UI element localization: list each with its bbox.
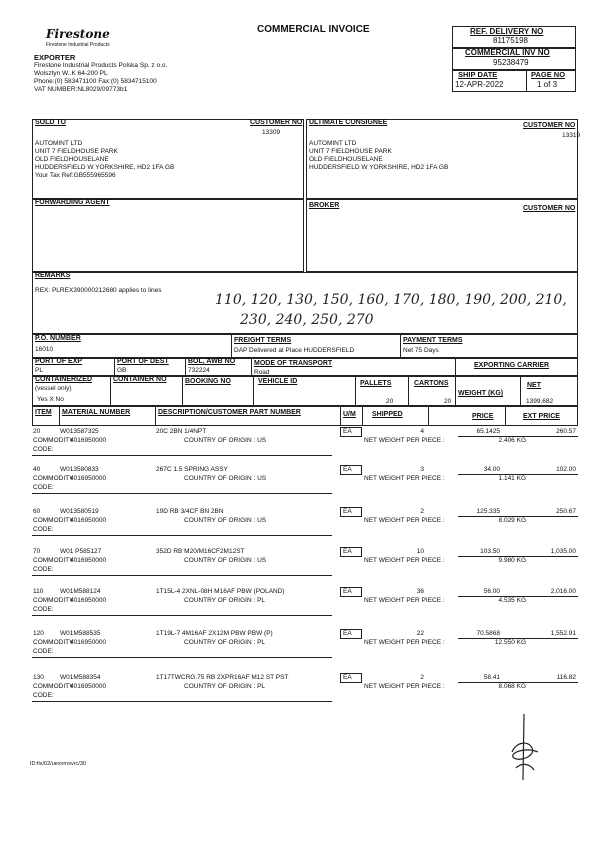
row-net-weight: 4.535 KG xyxy=(498,597,526,604)
pallets-value: 20 xyxy=(386,398,394,405)
col-shipped: SHIPPED xyxy=(372,411,403,418)
row-country: COUNTRY OF ORIGIN : PL xyxy=(184,639,266,646)
row-commodity: 4016950000 xyxy=(70,517,107,524)
row-commodity-label: COMMODITY xyxy=(33,437,74,444)
row-net-weight: 1.141 KG xyxy=(498,475,526,482)
row-shipped: 22 xyxy=(416,630,424,637)
row-net-per-piece-label: NET WEIGHT PER PIECE : xyxy=(364,475,445,482)
net-weight-label: WEIGHT (KG) xyxy=(458,390,504,397)
payment-terms-label: PAYMENT TERMS xyxy=(403,337,463,344)
row-divider xyxy=(32,493,332,494)
row-description: 20C 2BN 1/4NPT xyxy=(156,428,207,435)
row-commodity: 4016950000 xyxy=(70,475,107,482)
row-item: 60 xyxy=(33,508,41,515)
row-description: 1T17TWCRG.75 RB 2XPR16AF M12 ST PST xyxy=(156,674,289,681)
row-material: W013580833 xyxy=(60,466,99,473)
mode-transport-value: Road xyxy=(254,369,270,376)
row-um: EA xyxy=(343,548,352,555)
row-ext-price: 102.00 xyxy=(556,466,576,473)
row-shipped: 10 xyxy=(416,548,424,555)
ultimate-line: HUDDERSFIELD W YORKSHIRE, HD2 1FA GB xyxy=(309,164,449,171)
forwarding-agent-label: FORWARDING AGENT xyxy=(35,199,110,206)
broker-label: BROKER xyxy=(309,202,340,209)
row-item: 110 xyxy=(33,588,44,595)
cartons-label: CARTONS xyxy=(414,380,449,387)
sold-to-line: Your Tax Ref:GB555965596 xyxy=(35,172,116,179)
row-country: COUNTRY OF ORIGIN : US xyxy=(184,475,267,482)
port-dest-value: GB xyxy=(117,367,127,374)
row-net-per-piece-label: NET WEIGHT PER PIECE : xyxy=(364,597,445,604)
col-material: MATERIAL NUMBER xyxy=(62,409,131,416)
po-label: P.O. NUMBER xyxy=(35,335,81,342)
col-item: ITEM xyxy=(35,409,52,416)
page-value: 1 of 3 xyxy=(537,80,558,89)
port-dest-label: PORT OF DEST xyxy=(117,358,169,365)
net-weight-label: NET xyxy=(527,382,541,389)
row-code-label: CODE: xyxy=(33,692,54,699)
row-divider xyxy=(32,575,332,576)
row-divider xyxy=(32,455,332,456)
row-shipped: 36 xyxy=(416,588,424,595)
row-description: 352D RB M20/M16CF2M12ST xyxy=(156,548,245,555)
logo: Firestone xyxy=(46,27,110,41)
row-divider xyxy=(32,701,332,702)
sold-to-line: OLD FIELDHOUSELANE xyxy=(35,156,109,163)
row-commodity: 4016950000 xyxy=(70,597,107,604)
row-ext-price: 1,552.91 xyxy=(550,630,576,637)
row-ext-price: 116.82 xyxy=(556,674,576,681)
row-commodity-label: COMMODITY xyxy=(33,683,74,690)
sold-to-customer-label: CUSTOMER NO xyxy=(250,119,303,126)
signature xyxy=(494,712,554,782)
row-code-label: CODE: xyxy=(33,648,54,655)
row-item: 20 xyxy=(33,428,41,435)
row-net-per-piece-label: NET WEIGHT PER PIECE : xyxy=(364,517,445,524)
ref-delivery-value: 81175198 xyxy=(493,36,528,45)
row-material: W01 P585127 xyxy=(60,548,102,555)
sold-to-line: UNIT 7 FIELDHOUSE PARK xyxy=(35,148,118,155)
row-material: W01M588124 xyxy=(60,588,101,595)
row-um: EA xyxy=(343,428,352,435)
row-ext-price: 260.57 xyxy=(556,428,576,435)
col-um: U/M xyxy=(343,411,356,418)
container-no-label: CONTAINER NO xyxy=(113,376,167,383)
row-um: EA xyxy=(343,674,352,681)
row-net-weight: 8.068 KG xyxy=(498,683,526,690)
sold-to-line: AUTOMINT LTD xyxy=(35,140,83,147)
row-price: 65.1425 xyxy=(476,428,500,435)
row-um: EA xyxy=(343,588,352,595)
row-net-per-piece-label: NET WEIGHT PER PIECE : xyxy=(364,639,445,646)
cartons-value: 20 xyxy=(444,398,452,405)
remarks-text: REX: PLREX390000212680 applies to lines xyxy=(35,287,162,294)
remarks-label: REMARKS xyxy=(35,272,71,279)
row-description: 1T19L-7 4M16AF 2X12M PBW PBW (P) xyxy=(156,630,273,637)
row-net-weight: 9.980 KG xyxy=(498,557,526,564)
row-um: EA xyxy=(343,630,352,637)
row-country: COUNTRY OF ORIGIN : US xyxy=(184,437,267,444)
row-commodity-label: COMMODITY xyxy=(33,557,74,564)
row-commodity: 4016950000 xyxy=(70,683,107,690)
row-divider xyxy=(32,535,332,536)
footer-id: ID:fis/02/uexvrnsvrc/30 xyxy=(30,761,86,767)
row-commodity: 4016950000 xyxy=(70,557,107,564)
row-net-weight: 12.550 KG xyxy=(494,639,526,646)
booking-no-label: BOOKING NO xyxy=(185,378,231,385)
ultimate-line: UNIT 7 FIELDHOUSE PARK xyxy=(309,148,392,155)
ref-delivery-label: REF. DELIVERY NO xyxy=(470,27,544,36)
sold-to-customer-no: 13309 xyxy=(262,129,281,136)
net-weight-value: 1399.682 xyxy=(526,398,554,405)
row-shipped: 3 xyxy=(420,466,424,473)
row-code-label: CODE: xyxy=(33,566,54,573)
price-underline xyxy=(458,638,578,639)
row-country: COUNTRY OF ORIGIN : PL xyxy=(184,597,266,604)
row-code-label: CODE: xyxy=(33,484,54,491)
row-code-label: CODE: xyxy=(33,446,54,453)
row-commodity-label: COMMODITY xyxy=(33,597,74,604)
exporter-line: Wolsztyn W..K 64-200 PL xyxy=(34,70,108,77)
row-price: 56.00 xyxy=(483,588,500,595)
ultimate-consignee-label: ULTIMATE CONSIGNEE xyxy=(309,119,388,126)
payment-terms-value: Net 75 Days xyxy=(403,347,439,354)
document-title: COMMERCIAL INVOICE xyxy=(257,24,370,35)
port-exp-value: PL xyxy=(35,367,43,374)
row-divider xyxy=(32,615,332,616)
row-item: 130 xyxy=(33,674,44,681)
row-material: W013580519 xyxy=(60,508,99,515)
exporter-line: Phone:(0) 583471100 Fax:(0) 5834715100 xyxy=(34,78,157,85)
row-commodity-label: COMMODITY xyxy=(33,639,74,646)
row-commodity: 4016950000 xyxy=(70,639,107,646)
ship-date-value: 12-APR-2022 xyxy=(455,80,504,89)
row-country: COUNTRY OF ORIGIN : PL xyxy=(184,683,266,690)
price-underline xyxy=(458,474,578,475)
exporter-label: EXPORTER xyxy=(34,53,76,62)
logo-subtitle: Firestone Industrial Products xyxy=(46,42,110,48)
col-description: DESCRIPTION/CUSTOMER PART NUMBER xyxy=(158,409,301,416)
row-net-per-piece-label: NET WEIGHT PER PIECE : xyxy=(364,437,445,444)
po-value: 16010 xyxy=(35,346,54,353)
row-country: COUNTRY OF ORIGIN : US xyxy=(184,557,267,564)
ship-date-label: SHIP DATE xyxy=(458,70,498,79)
port-exp-label: PORT OF EXP xyxy=(35,358,83,365)
row-material: W01M588354 xyxy=(60,674,101,681)
price-underline xyxy=(458,556,578,557)
price-underline xyxy=(458,682,578,683)
yes-no-checkbox: Yes X No xyxy=(37,396,64,403)
row-price: 58.41 xyxy=(483,674,500,681)
price-underline xyxy=(458,516,578,517)
row-item: 120 xyxy=(33,630,44,637)
row-um: EA xyxy=(343,466,352,473)
freight-terms-value: DAP Delivered at Place HUDDERSFIELD xyxy=(234,347,355,354)
row-description: 267C 1.5 SPRING ASSY xyxy=(156,466,228,473)
remarks-handwritten-line1: 110, 120, 130, 150, 160, 170, 180, 190, 200, 210, xyxy=(215,292,567,308)
bol-label: BOL, AWB NO xyxy=(188,358,236,365)
sold-to-label: SOLD TO xyxy=(35,119,66,126)
row-ext-price: 1,035.00 xyxy=(550,548,576,555)
row-code-label: CODE: xyxy=(33,526,54,533)
row-code-label: CODE: xyxy=(33,606,54,613)
row-commodity-label: COMMODITY xyxy=(33,517,74,524)
price-underline xyxy=(458,596,578,597)
remarks-handwritten-line2: 230, 240, 250, 270 xyxy=(240,312,374,328)
row-divider xyxy=(32,657,332,658)
row-material: W013587325 xyxy=(60,428,99,435)
bol-value: 732224 xyxy=(188,367,210,374)
row-shipped: 4 xyxy=(420,428,424,435)
row-net-per-piece-label: NET WEIGHT PER PIECE : xyxy=(364,557,445,564)
price-underline xyxy=(458,436,578,437)
row-net-weight: 2.406 KG xyxy=(498,437,526,444)
row-material: W01M588535 xyxy=(60,630,101,637)
commercial-inv-value: 95238479 xyxy=(493,58,529,67)
row-price: 103.50 xyxy=(480,548,500,555)
sold-to-line: HUDDERSFIELD W YORKSHIRE, HD2 1FA GB xyxy=(35,164,175,171)
ultimate-line: AUTOMINT LTD xyxy=(309,140,357,147)
containerized-label: CONTAINERIZED xyxy=(35,376,93,383)
row-country: COUNTRY OF ORIGIN : US xyxy=(184,517,267,524)
row-description: 19D RB 3/4CF BN 2BN xyxy=(156,508,224,515)
containerized-sub: (vessel only) xyxy=(35,385,72,392)
ultimate-customer-label: CUSTOMER NO xyxy=(523,122,576,129)
row-ext-price: 250.67 xyxy=(556,508,576,515)
col-ext-price: EXT PRICE xyxy=(523,413,560,420)
exporter-line: VAT NUMBER:NL8029/09773b1 xyxy=(34,86,128,93)
row-price: 125.335 xyxy=(476,508,500,515)
ultimate-customer-no: 13319 xyxy=(562,132,581,139)
freight-terms-label: FREIGHT TERMS xyxy=(234,337,292,344)
page-label: PAGE NO xyxy=(531,70,566,79)
row-shipped: 2 xyxy=(420,508,424,515)
row-commodity: 4016950000 xyxy=(70,437,107,444)
col-price: PRICE xyxy=(472,413,494,420)
mode-transport-label: MODE OF TRANSPORT xyxy=(254,360,333,367)
row-shipped: 2 xyxy=(420,674,424,681)
pallets-label: PALLETS xyxy=(360,380,392,387)
row-net-weight: 8.029 KG xyxy=(498,517,526,524)
row-item: 70 xyxy=(33,548,41,555)
ultimate-line: OLD FIELDHOUSELANE xyxy=(309,156,383,163)
exporter-line: Firestone Industrial Products Polska Sp. z o.o. xyxy=(34,62,168,69)
row-ext-price: 2,016.00 xyxy=(550,588,576,595)
row-um: EA xyxy=(343,508,352,515)
row-price: 70.5868 xyxy=(476,630,500,637)
commercial-inv-label: COMMERCIAL INV NO xyxy=(465,48,550,57)
row-price: 34.00 xyxy=(483,466,500,473)
row-commodity-label: COMMODITY xyxy=(33,475,74,482)
vehicle-id-label: VEHICLE ID xyxy=(258,378,298,385)
row-item: 40 xyxy=(33,466,41,473)
row-net-per-piece-label: NET WEIGHT PER PIECE : xyxy=(364,683,445,690)
exporting-carrier-label: EXPORTING CARRIER xyxy=(474,362,550,369)
broker-customer-label: CUSTOMER NO xyxy=(523,205,576,212)
forwarding-agent-box xyxy=(32,199,304,272)
row-description: 1T15L-4 2XNL-08H M16AF PBW (POLAND) xyxy=(156,588,285,595)
